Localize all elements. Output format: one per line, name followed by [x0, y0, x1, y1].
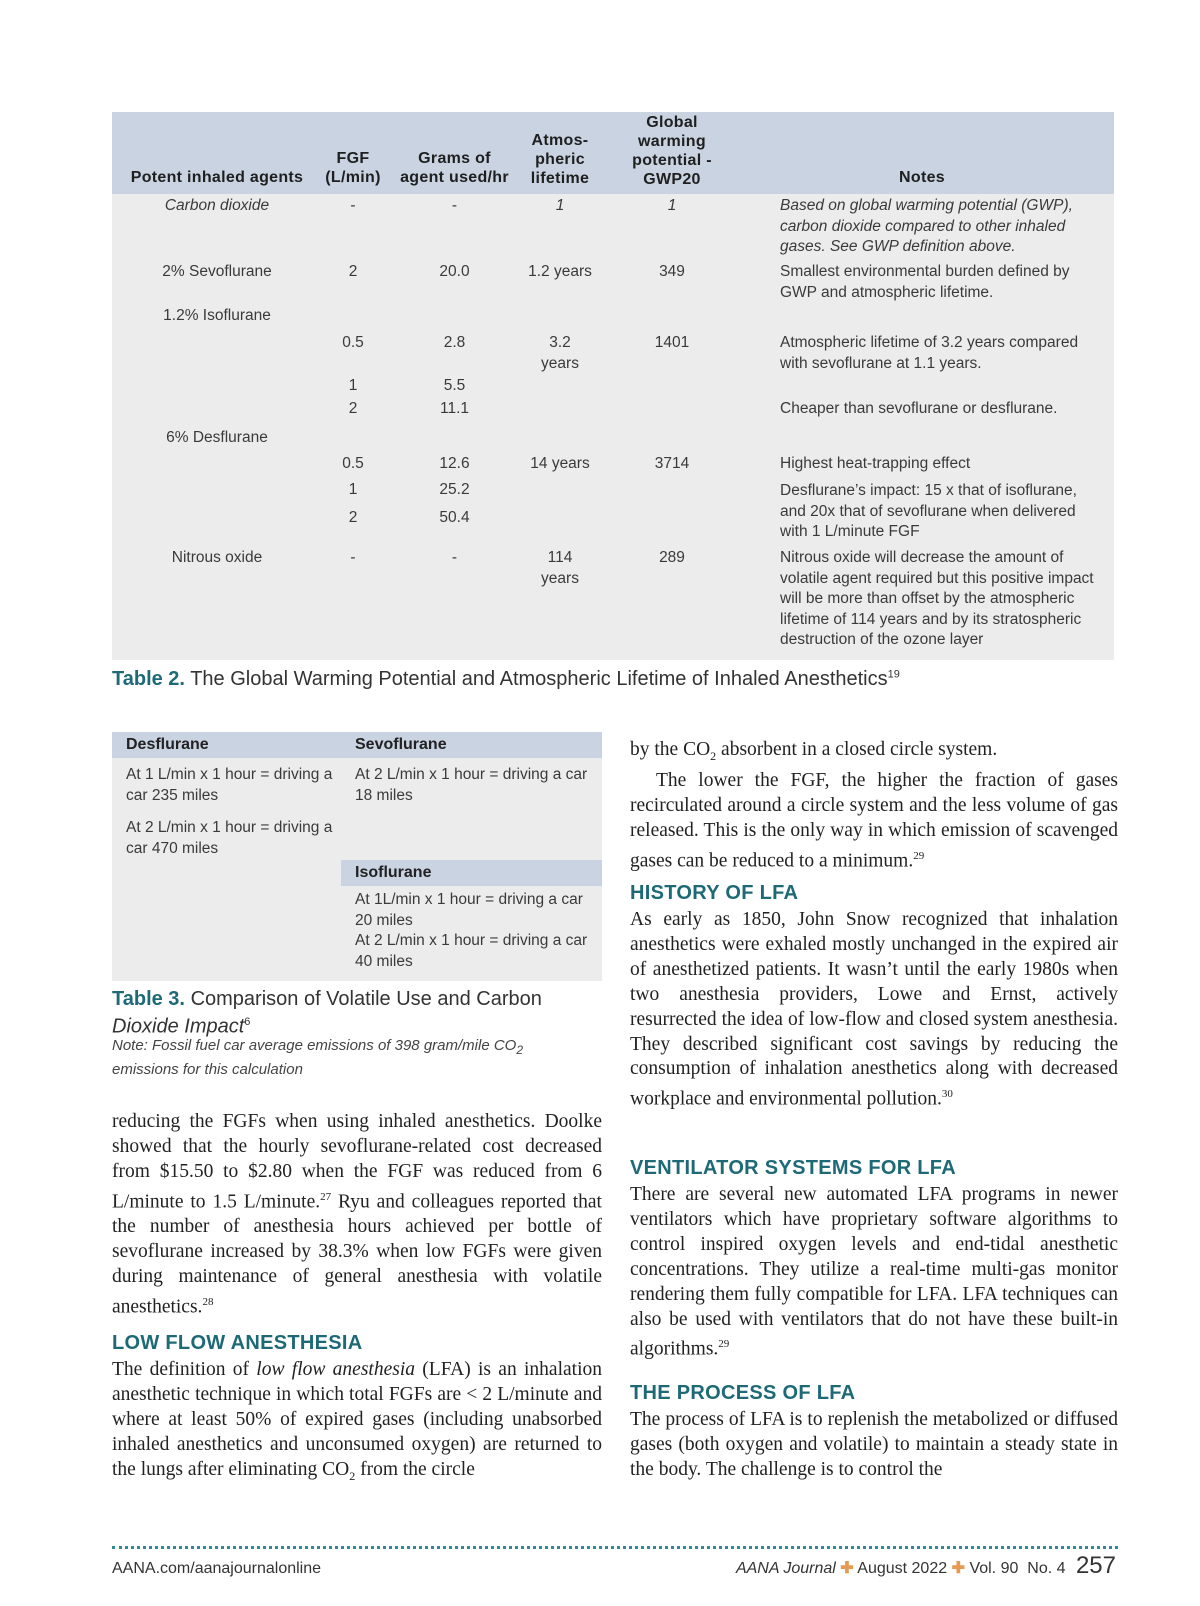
caption-ref: 6	[244, 1016, 251, 1028]
cell-fgf: 2	[348, 509, 358, 526]
left-paragraph-1	[112, 1110, 602, 1320]
right-paragraph-ventilator	[630, 1183, 1118, 1363]
citation: 28	[202, 1295, 214, 1308]
text: from the circle	[355, 1458, 475, 1480]
cell-gwp: 349	[659, 263, 685, 280]
section-heading-process: THE PROCESS OF LFA	[630, 1382, 856, 1404]
cell-sevoflurane: At 2 L/min x 1 hour = driving a car 18 miles	[355, 766, 588, 804]
text: (LFA) is an inhalation anesthetic technique in which total FGFs are < 2 L/minute and where at least 50% of expired gases (including unabsorbed inhaled anesthetics and unconsumed oxygen) are returned to the lungs after eliminating CO	[112, 1359, 602, 1480]
citation: 29	[913, 849, 925, 862]
note-text: Note: Fossil fuel car average emissions of 398 gram/mile CO	[112, 1037, 517, 1054]
cell-notes: Desflurane’s impact: 15 x that of isoflurane, and 20x that of sevoflurane when delivered with 1 L/minute FGF	[780, 482, 1077, 540]
footer-url[interactable]: AANA.com/aanajournalonline	[112, 1560, 322, 1577]
cell-notes: Atmospheric lifetime of 3.2 years compared with sevoflurane at 1.1 years.	[780, 334, 1079, 372]
cell-notes: Highest heat-trapping effect	[780, 455, 971, 472]
cell-lifetime: 114 years	[541, 549, 579, 587]
cell-notes: Nitrous oxide will decrease the amount of volatile agent required but this positive impact will be more than offset by the atmospheric lifetime of 114 years and by its stratospheric destruction of the ozone layer	[780, 549, 1094, 648]
citation: 27	[320, 1190, 332, 1203]
cell-grams: -	[451, 197, 458, 214]
right-paragraph-1	[630, 738, 1118, 874]
header-agent: Potent inhaled agents	[130, 169, 304, 186]
page-number: 257	[1075, 1552, 1116, 1579]
text: Ryu and colleagues reported that the number of anesthesia hours achieved per bottle of sevoflurane increased by 38.3% when low FGFs were given during maintenance of general anesthesia with volatile anesthetics.	[112, 1191, 602, 1318]
header-isoflurane: Isoflurane	[341, 860, 602, 886]
cell-fgf: 2	[348, 263, 358, 280]
cell-desflurane: At 2 L/min x 1 hour = driving a car 470 miles	[126, 819, 333, 857]
table-2	[112, 112, 1114, 660]
cell-fgf: 0.5	[342, 455, 364, 472]
cell-notes: Based on global warming potential (GWP), carbon dioxide compared to other inhaled gases. See GWP definition above.	[780, 197, 1073, 255]
header-gwp: Global warming potential - GWP20	[632, 114, 712, 188]
plus-icon: ✚	[951, 1560, 965, 1577]
cell-fgf: 0.5	[342, 334, 364, 351]
subscript: 2	[710, 748, 717, 763]
cell-lifetime: 1.2 years	[528, 263, 592, 280]
text: As early as 1850, John Snow recognized that inhalation anesthetics were exhaled mostly unchanged in the expired air of anesthetized patients. It wasn’t until the early 1980s when two anesthesia providers, Lowe and Ernst, actively resurrected the idea of low-flow and closed system anesthesia. They described significant cost savings by reducing the consumption of inhalation anesthetics along with decreased workplace and environmental pollution.	[630, 909, 1118, 1110]
cell-fgf: -	[350, 549, 356, 566]
cell-gwp: 1	[667, 197, 677, 214]
footer-citation	[736, 1552, 1116, 1580]
cell-agent: 2% Sevoflurane	[162, 263, 272, 280]
table-3-caption	[112, 988, 602, 1039]
caption-label: Table 2.	[112, 668, 185, 690]
cell-grams: 12.6	[439, 455, 470, 472]
cell-isoflurane: At 1L/min x 1 hour = driving a car 20 miles	[355, 891, 583, 929]
header-fgf: FGF (L/min)	[325, 150, 381, 186]
journal-name: AANA Journal	[735, 1560, 836, 1577]
header-sevoflurane: Sevoflurane	[355, 736, 447, 753]
subscript: 2	[349, 1468, 356, 1483]
text: The lower the FGF, the higher the fraction of gases recirculated around a circle system and the less volume of gas released. This is the only way in which emission of scavenged gases can be reduced to a minimum.	[630, 769, 1118, 872]
text: The process of LFA is to replenish the metabolized or diffused gases (both oxygen and volatile) to maintain a steady state in the body. The challenge is to control the	[630, 1409, 1118, 1480]
issue-date: August 2022	[857, 1560, 948, 1577]
cell-fgf: 2	[348, 400, 358, 417]
table-3	[112, 732, 602, 981]
caption-ref: 19	[887, 668, 900, 681]
cell-agent: 6% Desflurane	[166, 429, 268, 446]
cell-lifetime: 14 years	[530, 455, 590, 472]
emphasis: low flow anesthesia	[256, 1359, 415, 1380]
cell-grams: 2.8	[443, 334, 466, 351]
text: reducing the FGFs when using inhaled anesthetics. Doolke showed that the hourly sevoflurane-related cost decreased from $15.50 to $2.80 when the FGF was reduced from 6 L/minute to 1.5 L/minute.	[112, 1111, 602, 1213]
section-heading-history: HISTORY OF LFA	[630, 882, 799, 904]
header-notes: Notes	[899, 169, 945, 186]
plus-icon: ✚	[840, 1560, 854, 1577]
cell-grams: 11.1	[439, 400, 470, 417]
citation: 29	[718, 1338, 730, 1351]
right-paragraph-process	[630, 1408, 1118, 1483]
cell-lifetime: 3.2 years	[541, 334, 579, 372]
cell-grams: -	[451, 549, 458, 566]
cell-fgf: 1	[348, 377, 358, 394]
note-subscript: 2	[516, 1043, 524, 1057]
header-lifetime: Atmos- pheric lifetime	[530, 132, 590, 187]
cell-grams: 20.0	[439, 263, 470, 280]
cell-notes: Cheaper than sevoflurane or desflurane.	[780, 400, 1058, 417]
cell-agent: Carbon dioxide	[164, 197, 270, 214]
cell-notes: Smallest environmental burden defined by GWP and atmospheric lifetime.	[780, 263, 1070, 301]
cell-fgf: 1	[348, 481, 358, 498]
section-heading-low-flow: LOW FLOW ANESTHESIA	[112, 1332, 363, 1354]
note-text-2: emissions for this calculation	[112, 1061, 303, 1078]
cell-gwp: 1401	[654, 334, 690, 351]
header-desflurane: Desflurane	[126, 736, 209, 753]
right-paragraph-history	[630, 908, 1118, 1113]
cell-fgf: -	[350, 197, 356, 214]
cell-grams: 25.2	[439, 481, 470, 498]
cell-grams: 5.5	[443, 377, 466, 394]
text: by the CO	[630, 739, 711, 760]
text: The definition of	[112, 1359, 257, 1380]
cell-grams: 50.4	[439, 509, 470, 526]
cell-lifetime: 1	[555, 197, 565, 214]
text: absorbent in a closed circle system.	[716, 739, 998, 760]
citation: 30	[941, 1088, 953, 1101]
table-3-note	[112, 1036, 592, 1080]
table-2-caption	[112, 668, 1112, 691]
table-2-header	[112, 112, 1114, 194]
left-paragraph-2	[112, 1358, 602, 1488]
caption-text: Comparison of Volatile Use and Carbon	[190, 988, 542, 1010]
cell-desflurane: At 1 L/min x 1 hour = driving a car 235 miles	[126, 766, 333, 804]
section-heading-ventilator: VENTILATOR SYSTEMS FOR LFA	[630, 1157, 956, 1179]
caption-text: The Global Warming Potential and Atmospheric Lifetime of Inhaled Anesthetics	[190, 668, 888, 690]
cell-gwp: 289	[659, 549, 685, 566]
caption-text-2: Dioxide Impact	[112, 1015, 245, 1038]
footer-divider	[112, 1546, 1118, 1549]
volume: Vol. 90 No. 4	[969, 1560, 1066, 1577]
cell-isoflurane: At 2 L/min x 1 hour = driving a car 40 miles	[355, 932, 588, 970]
text: There are several new automated LFA programs in newer ventilators which have proprietary software algorithms to control inspired oxygen levels and end-tidal anesthetic concentrations. They utilize a real-time multi-gas monitor rendering them fully compatible for LFA. LFA techniques can also be used with ventilators that do not have these built-in algorithms.	[630, 1184, 1118, 1360]
caption-label: Table 3.	[112, 988, 185, 1010]
cell-agent: Nitrous oxide	[171, 549, 263, 566]
cell-gwp: 3714	[654, 455, 690, 472]
header-grams: Grams of agent used/hr	[400, 150, 509, 186]
cell-agent: 1.2% Isoflurane	[163, 307, 271, 324]
